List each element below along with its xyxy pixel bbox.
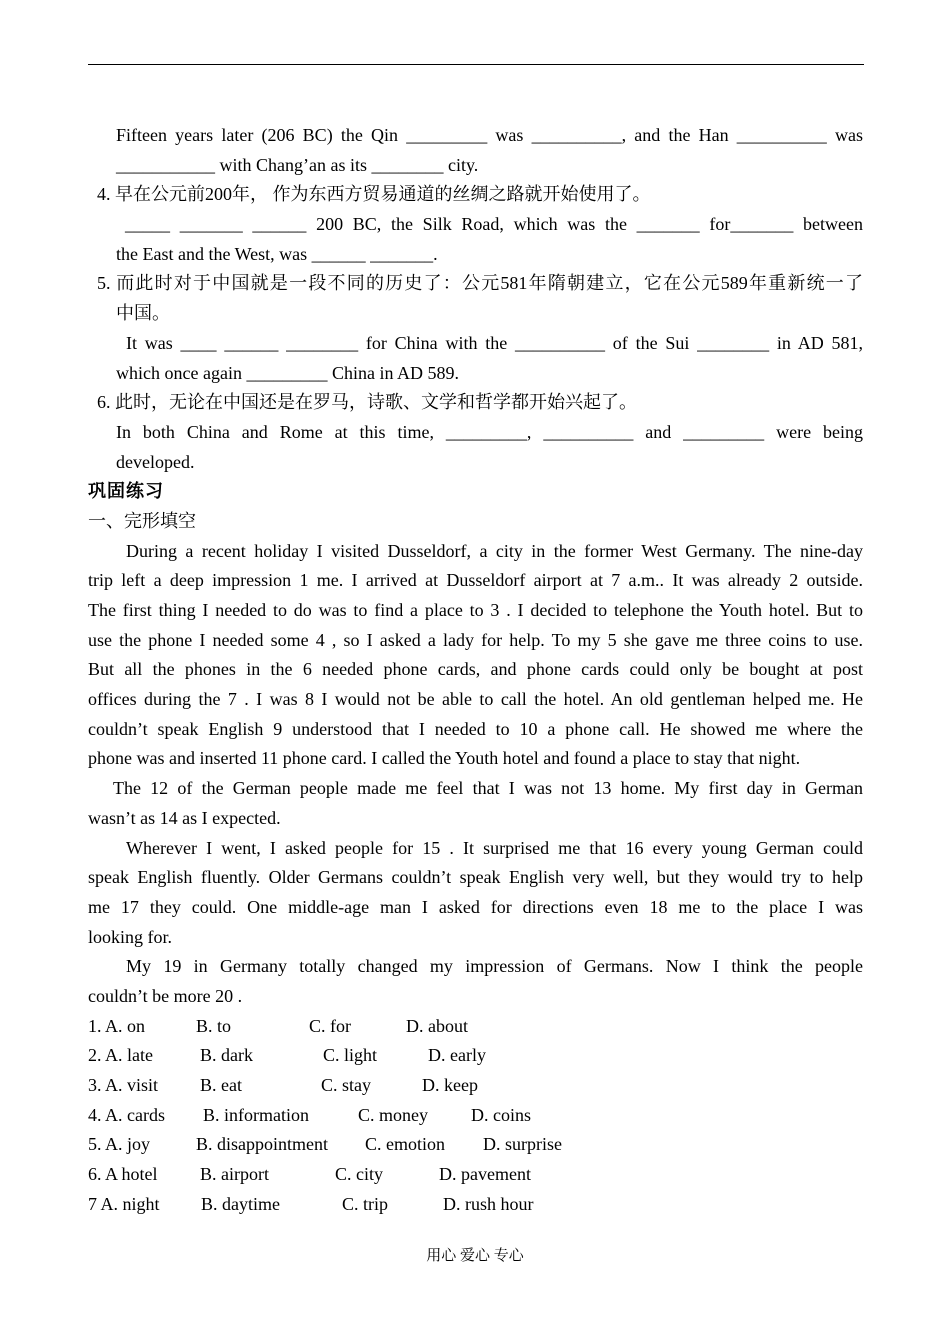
option-row-3 [88,1071,863,1101]
option-a: 7 A. night [88,1193,160,1214]
passage-line: trip left a deep impression 1 me. I arrived at Dusseldorf airport at 7 a.m.. It was already 2 outside. [88,570,863,591]
passage-line: My 19 in Germany totally changed my impression of Germans. Now I think the people [126,956,863,977]
passage-line: The 12 of the German people made me feel that I was not 13 home. My first day in German [113,778,863,799]
passage-line: me 17 they could. One middle-age man I asked for directions even 18 me to the place I was [88,896,863,917]
option-a: 4. A. cards [88,1104,165,1125]
question-6-chinese: 6. 此时，无论在中国还是在罗马，诗歌、文学和哲学都开始兴起了。 [97,392,637,413]
option-a: 1. A. on [88,1015,146,1036]
passage-line: The first thing I needed to do was to find a place to 3 . I decided to telephone the Youth hotel. But to [88,600,863,620]
passage-line: looking for. [88,926,172,947]
option-a: 2. A. late [88,1045,153,1066]
option-a: 3. A. visit [88,1075,159,1095]
text-line: Fifteen years later (206 BC) the Qin _________ was __________, and the Han __________ was [116,125,863,145]
subsection-heading: 一、完形填空 [88,510,196,531]
option-b: B. dark [200,1045,253,1066]
option-row-4 [88,1101,863,1131]
option-c: C. money [358,1104,428,1125]
passage-line: phone was and inserted 11 phone card. I called the Youth hotel and found a place to stay that night. [88,748,801,769]
header-rule [88,64,864,65]
passage-line: Wherever I went, I asked people for 15 . It surprised me that 16 every young German could [126,837,863,858]
option-d: D. keep [422,1075,478,1095]
option-c: C. light [323,1045,378,1066]
option-c: C. trip [342,1193,389,1214]
option-c: C. city [335,1164,383,1185]
option-a: 5. A. joy [88,1134,151,1155]
option-d: D. about [406,1015,468,1036]
passage-line: wasn’t as 14 as I expected. [88,807,281,828]
option-row-5 [88,1130,863,1160]
passage-line: During a recent holiday I visited Dusseldorf, a city in the former West Germany. The nine-day [126,540,863,561]
passage-line: use the phone I needed some 4 , so I asked a lady for help. To my 5 she gave me three coins to use. [88,629,863,650]
text-line: In both China and Rome at this time, _________, __________ and _________ were being [116,421,863,442]
passage-line: couldn’t speak English 9 understood that I needed to 10 a phone call. He showed me where the [88,718,863,739]
option-b: B. eat [200,1075,242,1095]
question-4-chinese: 4. 早在公元前200年， 作为东西方贸易通道的丝绸之路就开始使用了。 [97,184,651,205]
option-b: B. information [203,1104,309,1125]
option-b: B. disappointment [196,1134,328,1155]
option-c: C. for [309,1015,351,1036]
option-d: D. pavement [439,1164,531,1185]
text-line: It was ____ ______ ________ for China with the __________ of the Sui ________ in AD 581, [126,332,863,353]
passage-line: speak English fluently. Older Germans couldn’t speak English very well, but they would try to help [88,867,863,888]
section-heading: 巩固练习 [88,481,164,502]
option-c: C. stay [321,1075,372,1095]
option-d: D. coins [471,1104,531,1125]
option-row-6 [88,1160,863,1190]
passage-line: But all the phones in the 6 needed phone cards, and phone cards could only be bought at post [88,659,863,680]
option-c: C. emotion [365,1134,445,1155]
option-a: 6. A hotel [88,1164,158,1185]
text-line: ___________ with Chang’an as its ________ city. [116,154,479,175]
text-line: which once again _________ China in AD 589. [116,362,459,383]
passage-line: couldn’t be more 20 . [88,985,243,1006]
option-row-7 [88,1190,863,1220]
text-line: _____ _______ ______ 200 BC, the Silk Road, which was the _______ for_______ between [125,214,863,235]
text-line: developed. [116,451,195,472]
page-content [88,121,863,1219]
text-line: 中国。 [116,303,170,324]
text-line: the East and the West, was ______ _______. [116,243,438,264]
option-d: D. early [428,1045,486,1066]
option-row-2 [88,1041,863,1071]
question-5-chinese: 5. 而此时对于中国就是一段不同的历史了：公元581年隋朝建立，它在公元589年重新统一了 [97,273,863,294]
option-d: D. surprise [483,1134,562,1155]
option-b: B. to [196,1015,232,1036]
option-b: B. airport [200,1164,269,1185]
option-row-1 [88,1012,863,1042]
passage-line: offices during the 7 . I was 8 I would not be able to call the hotel. An old gentleman helped me. He [88,689,863,710]
option-b: B. daytime [201,1193,280,1214]
page-footer: 用心 爱心 专心 [426,1248,524,1264]
option-d: D. rush hour [443,1193,534,1214]
